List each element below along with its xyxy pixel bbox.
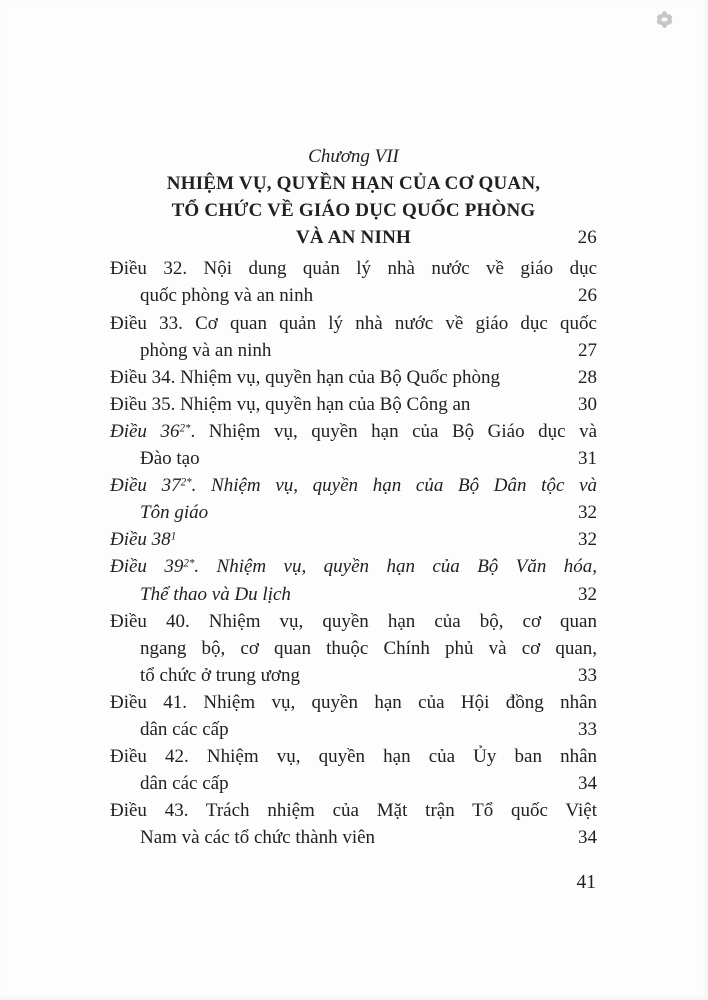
toc-page-number: 32 bbox=[578, 529, 597, 551]
toc-line-text bbox=[110, 364, 570, 391]
toc-page-number: 27 bbox=[578, 339, 597, 361]
flower-icon bbox=[655, 10, 674, 29]
toc-text-segment: Nam và các tổ chức thành viên bbox=[140, 827, 376, 849]
toc-line bbox=[110, 364, 597, 391]
toc-line bbox=[110, 310, 597, 337]
toc-page-number: 33 bbox=[578, 718, 597, 740]
toc-line-text bbox=[110, 689, 597, 716]
toc-line bbox=[110, 797, 597, 824]
toc-line-text bbox=[140, 824, 570, 851]
toc-page-number: 31 bbox=[578, 448, 597, 470]
toc-line bbox=[110, 662, 597, 689]
toc-line bbox=[110, 391, 597, 418]
toc-line bbox=[110, 418, 597, 445]
toc-text-segment: . Nhiệm vụ, quyền hạn của Bộ Dân tộc và bbox=[191, 475, 597, 497]
toc-page-number: 32 bbox=[578, 502, 597, 524]
chapter-title-line: NHIỆM VỤ, QUYỀN HẠN CỦA CƠ QUAN, bbox=[166, 173, 541, 195]
toc-text-segment: Điều 34. Nhiệm vụ, quyền hạn của Bộ Quốc phòng bbox=[110, 366, 500, 388]
toc-text-segment: ngang bộ, cơ quan thuộc Chính phủ và cơ quan, bbox=[140, 637, 597, 659]
toc-line bbox=[110, 445, 597, 472]
toc-line bbox=[110, 526, 597, 553]
toc-page-number: 32 bbox=[578, 583, 597, 605]
toc-content bbox=[110, 143, 597, 851]
toc-page-number: 34 bbox=[578, 773, 597, 795]
toc-text-segment: Đào tạo bbox=[140, 448, 200, 470]
toc-line-text bbox=[110, 472, 597, 499]
toc-line-text bbox=[110, 310, 597, 337]
toc-page-number: 33 bbox=[578, 664, 597, 686]
toc-text-segment: Điều 36 bbox=[110, 420, 180, 442]
toc-line-text bbox=[110, 255, 597, 282]
toc-text-segment: Điều 35. Nhiệm vụ, quyền hạn của Bộ Công an bbox=[110, 393, 471, 415]
toc-line bbox=[110, 743, 597, 770]
toc-line-text bbox=[110, 526, 570, 553]
chapter-title-line: TỔ CHỨC VỀ GIÁO DỤC QUỐC PHÒNG bbox=[171, 200, 536, 222]
toc-text-segment: dân các cấp bbox=[140, 773, 229, 795]
toc-line-text bbox=[140, 662, 570, 689]
toc-line-text bbox=[140, 445, 570, 472]
toc-page-number: 28 bbox=[578, 366, 597, 388]
toc-page-number: 34 bbox=[578, 827, 597, 849]
toc-text-segment: Điều 41. Nhiệm vụ, quyền hạn của Hội đồng nhân bbox=[110, 691, 597, 713]
toc-text-segment: Điều 40. Nhiệm vụ, quyền hạn của bộ, cơ quan bbox=[110, 610, 597, 632]
chapter-page-number: 26 bbox=[577, 227, 597, 249]
footnote-superscript: 2* bbox=[179, 422, 191, 435]
toc-text-segment: . Nhiệm vụ, quyền hạn của Bộ Văn hóa, bbox=[194, 556, 597, 578]
chapter-title-line bbox=[110, 224, 597, 251]
toc-line bbox=[110, 716, 597, 743]
toc-line-text bbox=[140, 581, 570, 608]
toc-list bbox=[110, 255, 597, 851]
toc-text-segment: Thể thao và Du lịch bbox=[140, 583, 291, 605]
toc-line-text bbox=[140, 337, 570, 364]
toc-line-text bbox=[110, 797, 597, 824]
toc-line-text bbox=[140, 635, 597, 662]
toc-line bbox=[110, 608, 597, 635]
toc-line-text bbox=[140, 499, 570, 526]
toc-text-segment: . Nhiệm vụ, quyền hạn của Bộ Giáo dục và bbox=[190, 420, 597, 442]
toc-line bbox=[110, 770, 597, 797]
toc-line bbox=[110, 472, 597, 499]
toc-line bbox=[110, 499, 597, 526]
toc-line bbox=[110, 581, 597, 608]
toc-line-text bbox=[140, 716, 570, 743]
toc-text-segment: Điều 43. Trách nhiệm của Mặt trận Tổ quốc Việt bbox=[110, 800, 597, 822]
toc-line bbox=[110, 635, 597, 662]
chapter-heading: Chương VII bbox=[308, 146, 399, 167]
toc-line bbox=[110, 282, 597, 309]
toc-line-text bbox=[110, 553, 597, 580]
toc-text-segment: Điều 39 bbox=[110, 556, 184, 578]
toc-line-text bbox=[140, 770, 570, 797]
toc-text-segment: tổ chức ở trung ương bbox=[140, 664, 300, 686]
chapter-title-text: VÀ AN NINH bbox=[296, 227, 411, 249]
toc-line-text bbox=[110, 743, 597, 770]
footnote-superscript: 2* bbox=[180, 476, 192, 489]
toc-text-segment: Điều 32. Nội dung quản lý nhà nước về giáo dục bbox=[110, 258, 597, 280]
toc-line-text bbox=[110, 608, 597, 635]
footnote-superscript: 2* bbox=[183, 557, 195, 570]
footnote-superscript: 1 bbox=[170, 530, 177, 543]
toc-line-text bbox=[110, 418, 597, 445]
toc-text-segment: Điều 42. Nhiệm vụ, quyền hạn của Ủy ban nhân bbox=[110, 746, 597, 768]
toc-line-text bbox=[110, 391, 570, 418]
toc-line-text bbox=[140, 282, 570, 309]
toc-text-segment: phòng và an ninh bbox=[140, 339, 272, 361]
toc-line bbox=[110, 553, 597, 580]
toc-line bbox=[110, 689, 597, 716]
folio-page-number: 41 bbox=[576, 872, 596, 893]
toc-line bbox=[110, 255, 597, 282]
toc-text-segment: quốc phòng và an ninh bbox=[140, 285, 314, 307]
toc-line bbox=[110, 337, 597, 364]
toc-line bbox=[110, 824, 597, 851]
toc-text-segment: Điều 37 bbox=[110, 475, 181, 497]
toc-text-segment: Điều 33. Cơ quan quản lý nhà nước về giáo dục quốc bbox=[110, 312, 597, 334]
toc-text-segment: Tôn giáo bbox=[140, 502, 209, 524]
toc-page-number: 26 bbox=[578, 285, 597, 307]
toc-text-segment: dân các cấp bbox=[140, 718, 229, 740]
toc-text-segment: Điều 38 bbox=[110, 529, 171, 551]
toc-page-number: 30 bbox=[578, 393, 597, 415]
